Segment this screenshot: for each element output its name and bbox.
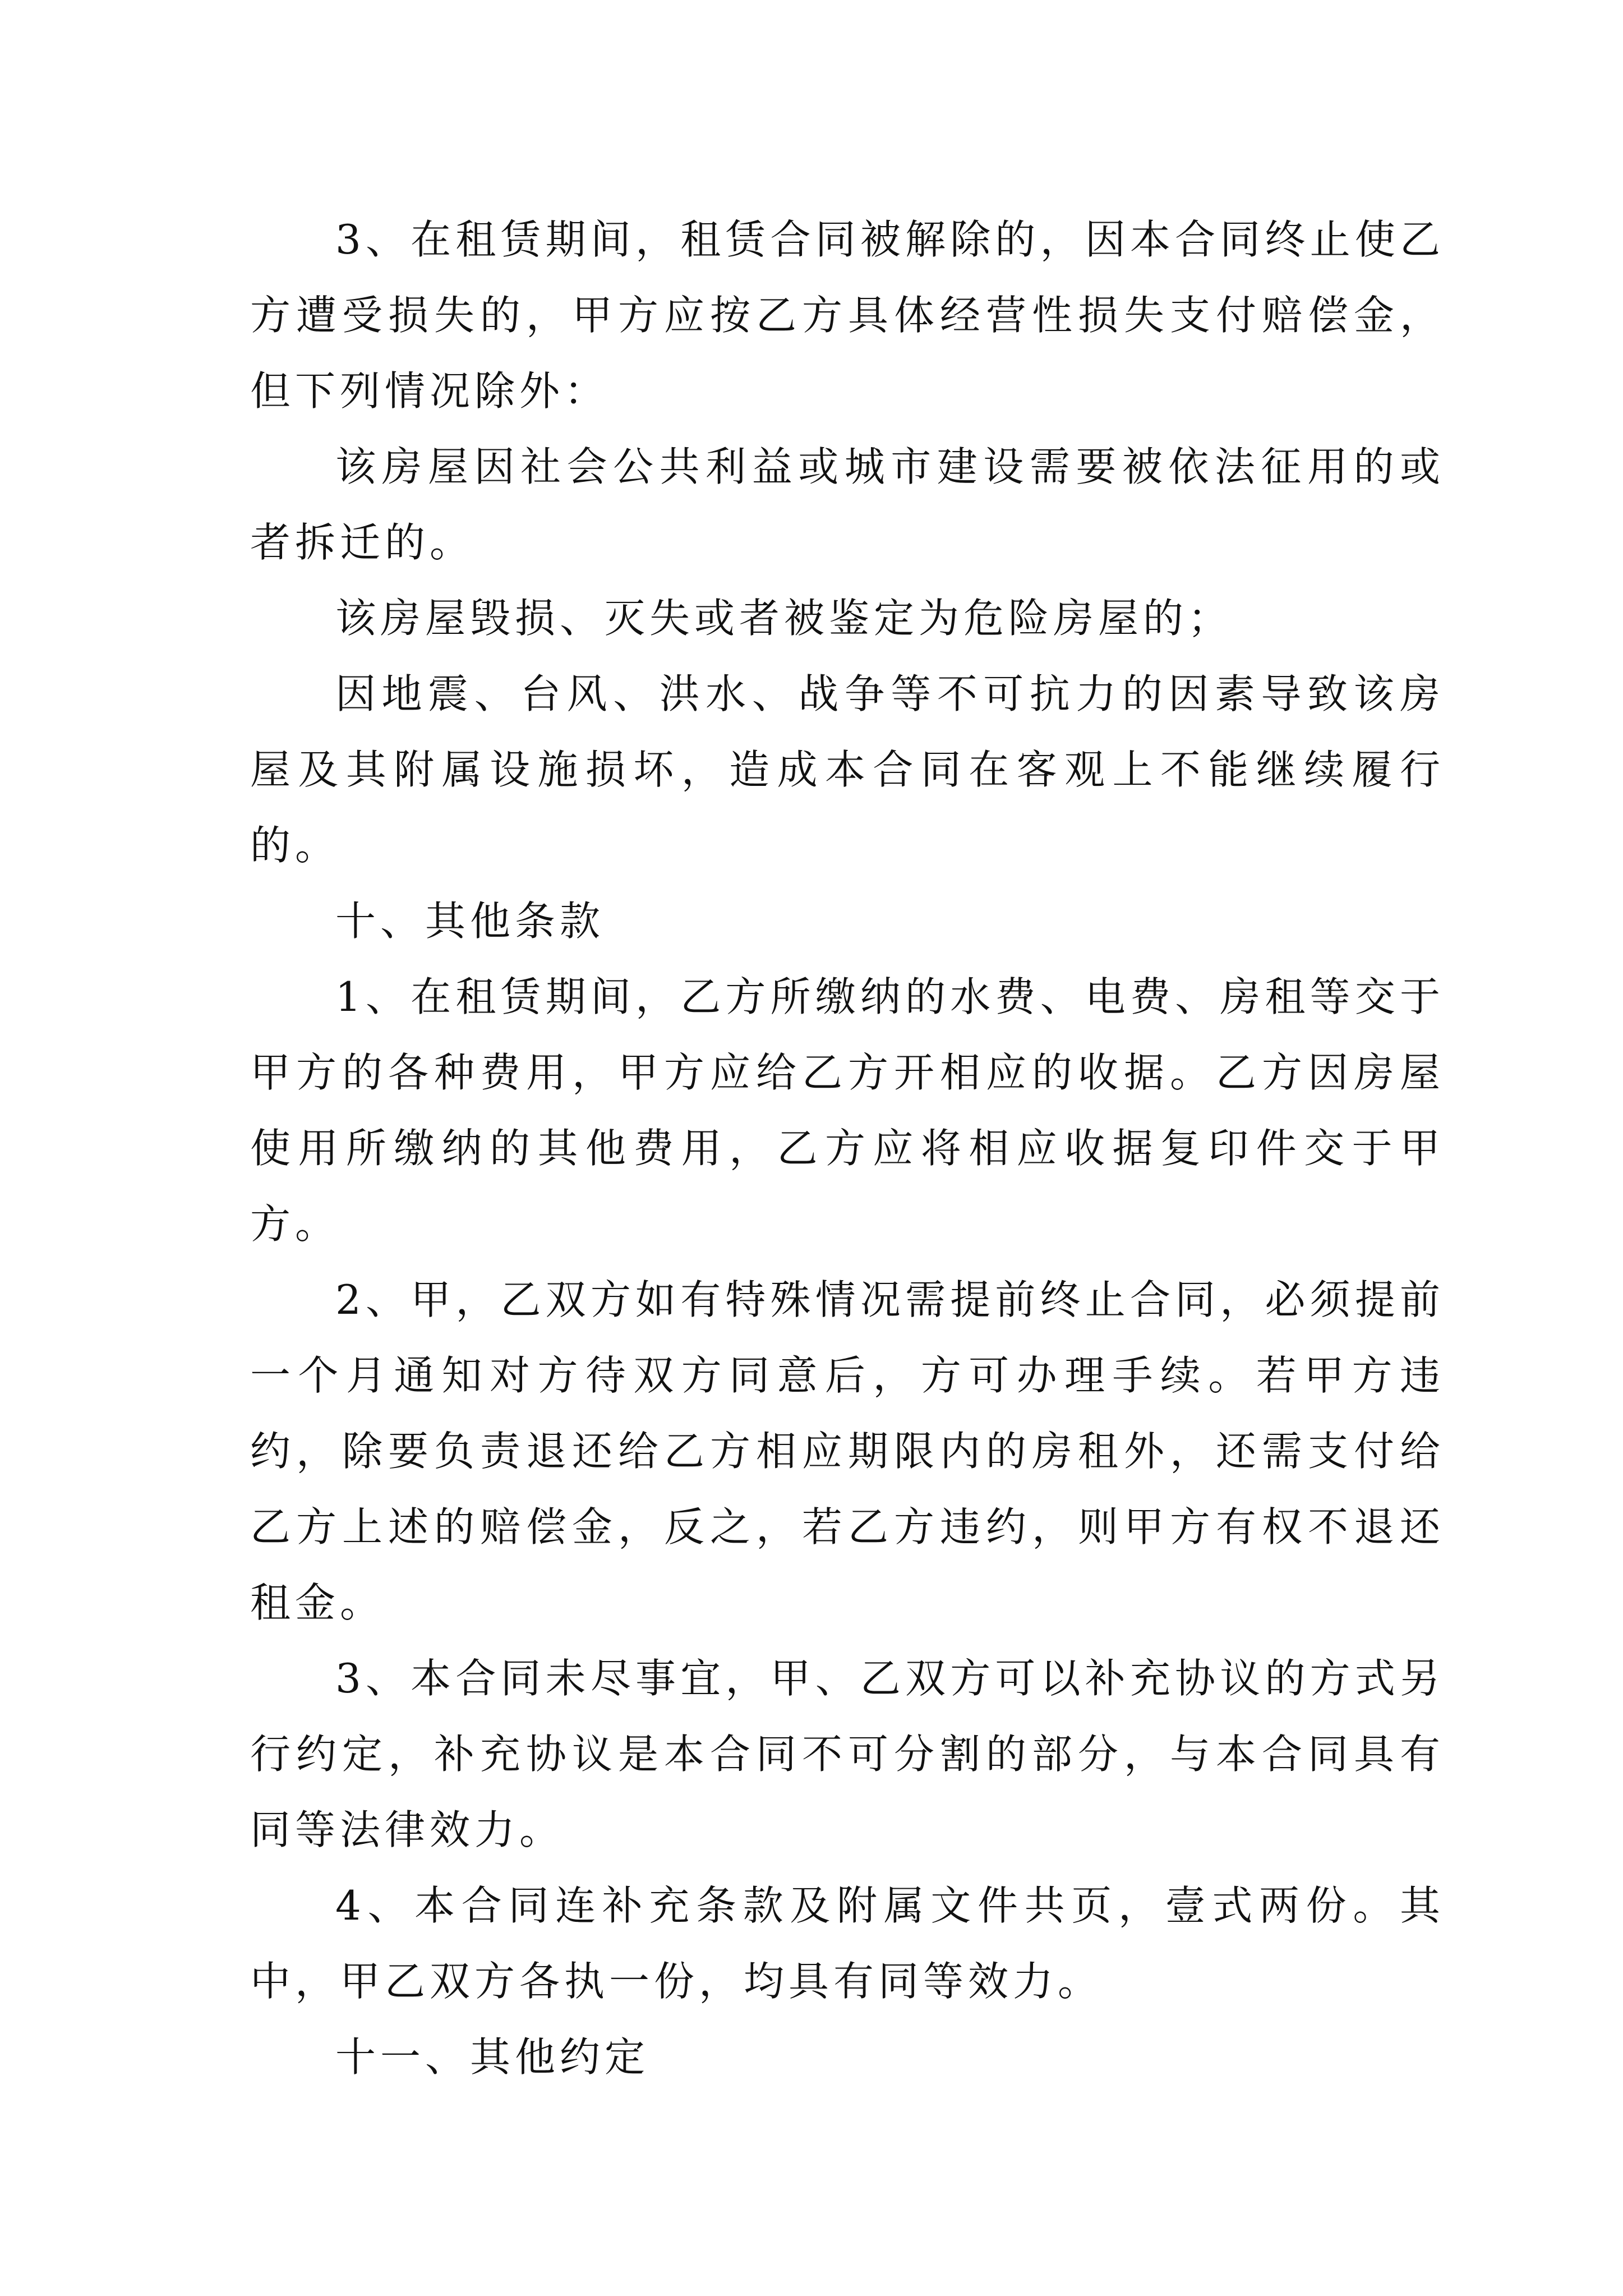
paragraph-expropriation-exception: 该房屋因社会公共利益或城市建设需要被依法征用的或者拆迁的。 (250, 443, 1445, 566)
paragraph-supplementary-agreement: 3、本合同未尽事宜，甲、乙双方可以补充协议的方式另行约定，补充协议是本合同不可分割的部分，与本合同具有同等法律效力。 (250, 1655, 1445, 1853)
section-heading-other-agreements: 十一、其他约定 (335, 2033, 650, 2081)
paragraph-damage-exception: 该房屋毁损、灭失或者被鉴定为危险房屋的； (335, 595, 1233, 642)
section-heading-other-terms: 十、其他条款 (335, 898, 605, 945)
paragraph-force-majeure-exception: 因地震、台风、洪水、战争等不可抗力的因素导致该房屋及其附属设施损坏，造成本合同在客观上不能继续履行的。 (250, 670, 1445, 869)
paragraph-copies: 4、本合同连补充条款及附属文件共页，壹式两份。其中，甲乙双方各执一份，均具有同等效力。 (250, 1882, 1445, 2005)
paragraph-fees-receipts: 1、在租赁期间，乙方所缴纳的水费、电费、房租等交于甲方的各种费用，甲方应给乙方开相应的收据。乙方因房屋使用所缴纳的其他费用，乙方应将相应收据复印件交于甲方。 (250, 973, 1445, 1248)
paragraph-early-termination: 2、甲，乙双方如有特殊情况需提前终止合同，必须提前一个月通知对方待双方同意后，方可办理手续。若甲方违约，除要负责退还给乙方相应期限内的房租外，还需支付给乙方上述的赔偿金，反之，若乙方违约，则甲方有权不退还租金。 (250, 1276, 1445, 1626)
paragraph-compensation-clause: 3、在租赁期间，租赁合同被解除的，因本合同终止使乙方遭受损失的，甲方应按乙方具体经营性损失支付赔偿金，但下列情况除外： (250, 216, 1445, 415)
document-body (250, 202, 1445, 2095)
